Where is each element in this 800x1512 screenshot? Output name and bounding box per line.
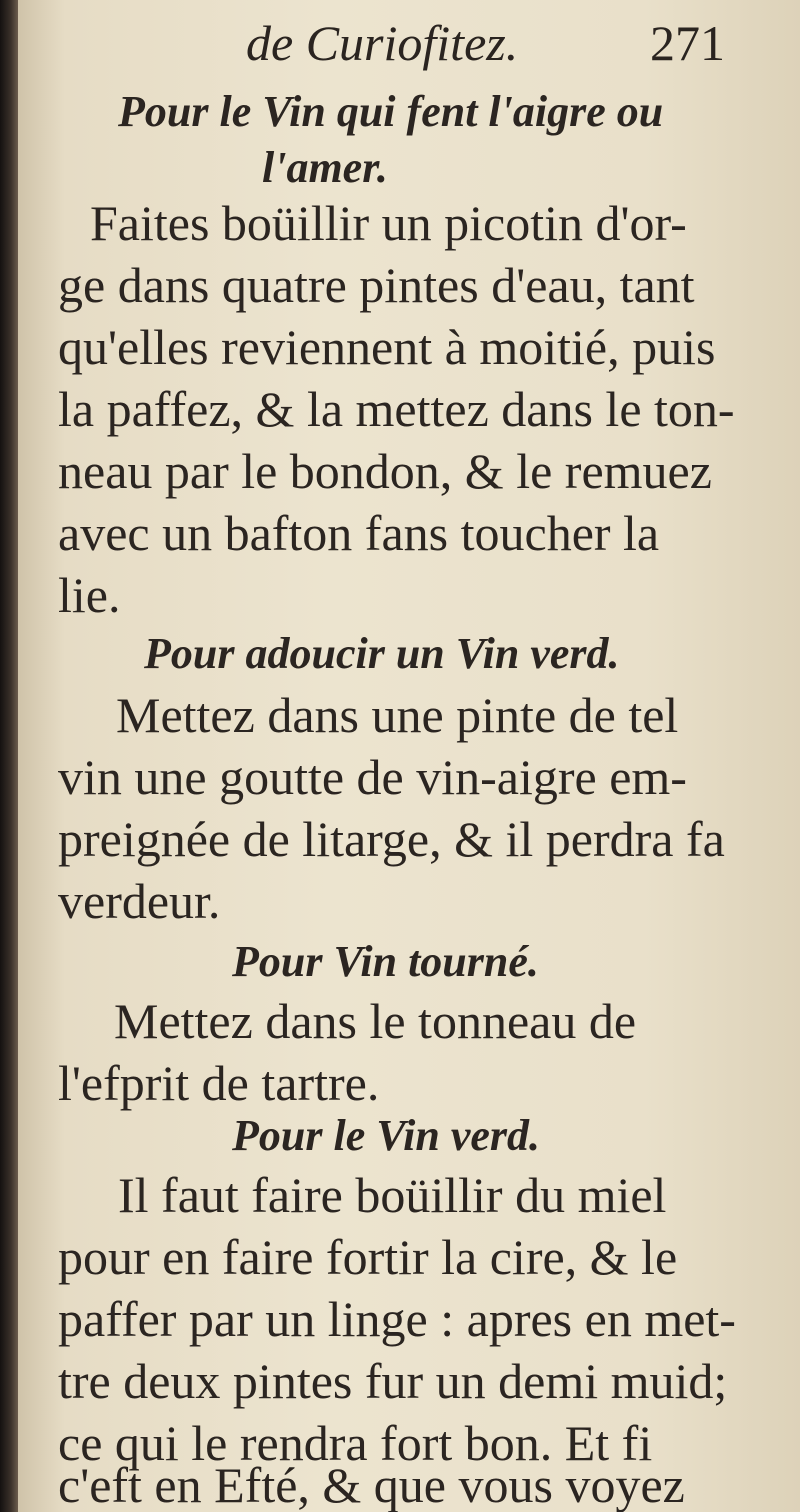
text-line: Mettez dans le tonneau de [114,993,637,1049]
text-line: Mettez dans une pinte de tel [116,687,679,743]
book-page [18,0,800,1512]
recipe-heading-green-wine-2: Pour le Vin verd. [232,1111,541,1160]
text-line: preignée de litarge, & il perdra fa [58,811,725,867]
page-header [18,14,800,84]
text-line: c'eft en Efté, & que vous voyez [58,1457,685,1512]
text-line: Faites boüillir un picotin d'or- [90,195,687,251]
text-line: ce qui le rendra fort bon. Et fi [58,1415,653,1471]
recipe-heading-bitter-wine-cont: l'amer. [262,143,388,192]
running-head: de Curiofitez. [246,15,519,71]
text-line: neau par le bondon, & le remuez [58,443,712,499]
text-line: l'efprit de tartre. [58,1055,380,1111]
recipe-heading-green-wine: Pour adoucir un Vin verd. [144,629,620,678]
page-number: 271 [650,15,725,71]
text-line: verdeur. [58,873,221,929]
text-line: Il faut faire boüillir du miel [118,1167,667,1223]
text-line: tre deux pintes fur un demi muid; [58,1353,728,1409]
text-line: la paffez, & la mettez dans le ton- [58,381,735,437]
text-line: avec un bafton fans toucher la [58,505,660,561]
recipe-heading-bitter-wine: Pour le Vin qui fent l'aigre ou [118,87,664,136]
recipe-heading-turned-wine: Pour Vin tourné. [232,937,539,986]
text-line: vin une goutte de vin-aigre em- [58,749,687,805]
text-line: pour en faire fortir la cire, & le [58,1229,678,1285]
book-spine-shadow [0,0,18,1512]
text-line: qu'elles reviennent à moitié, puis [58,319,716,375]
text-line: ge dans quatre pintes d'eau, tant [58,257,695,313]
text-line: lie. [58,567,121,623]
text-line: paffer par un linge : apres en met- [58,1291,736,1347]
